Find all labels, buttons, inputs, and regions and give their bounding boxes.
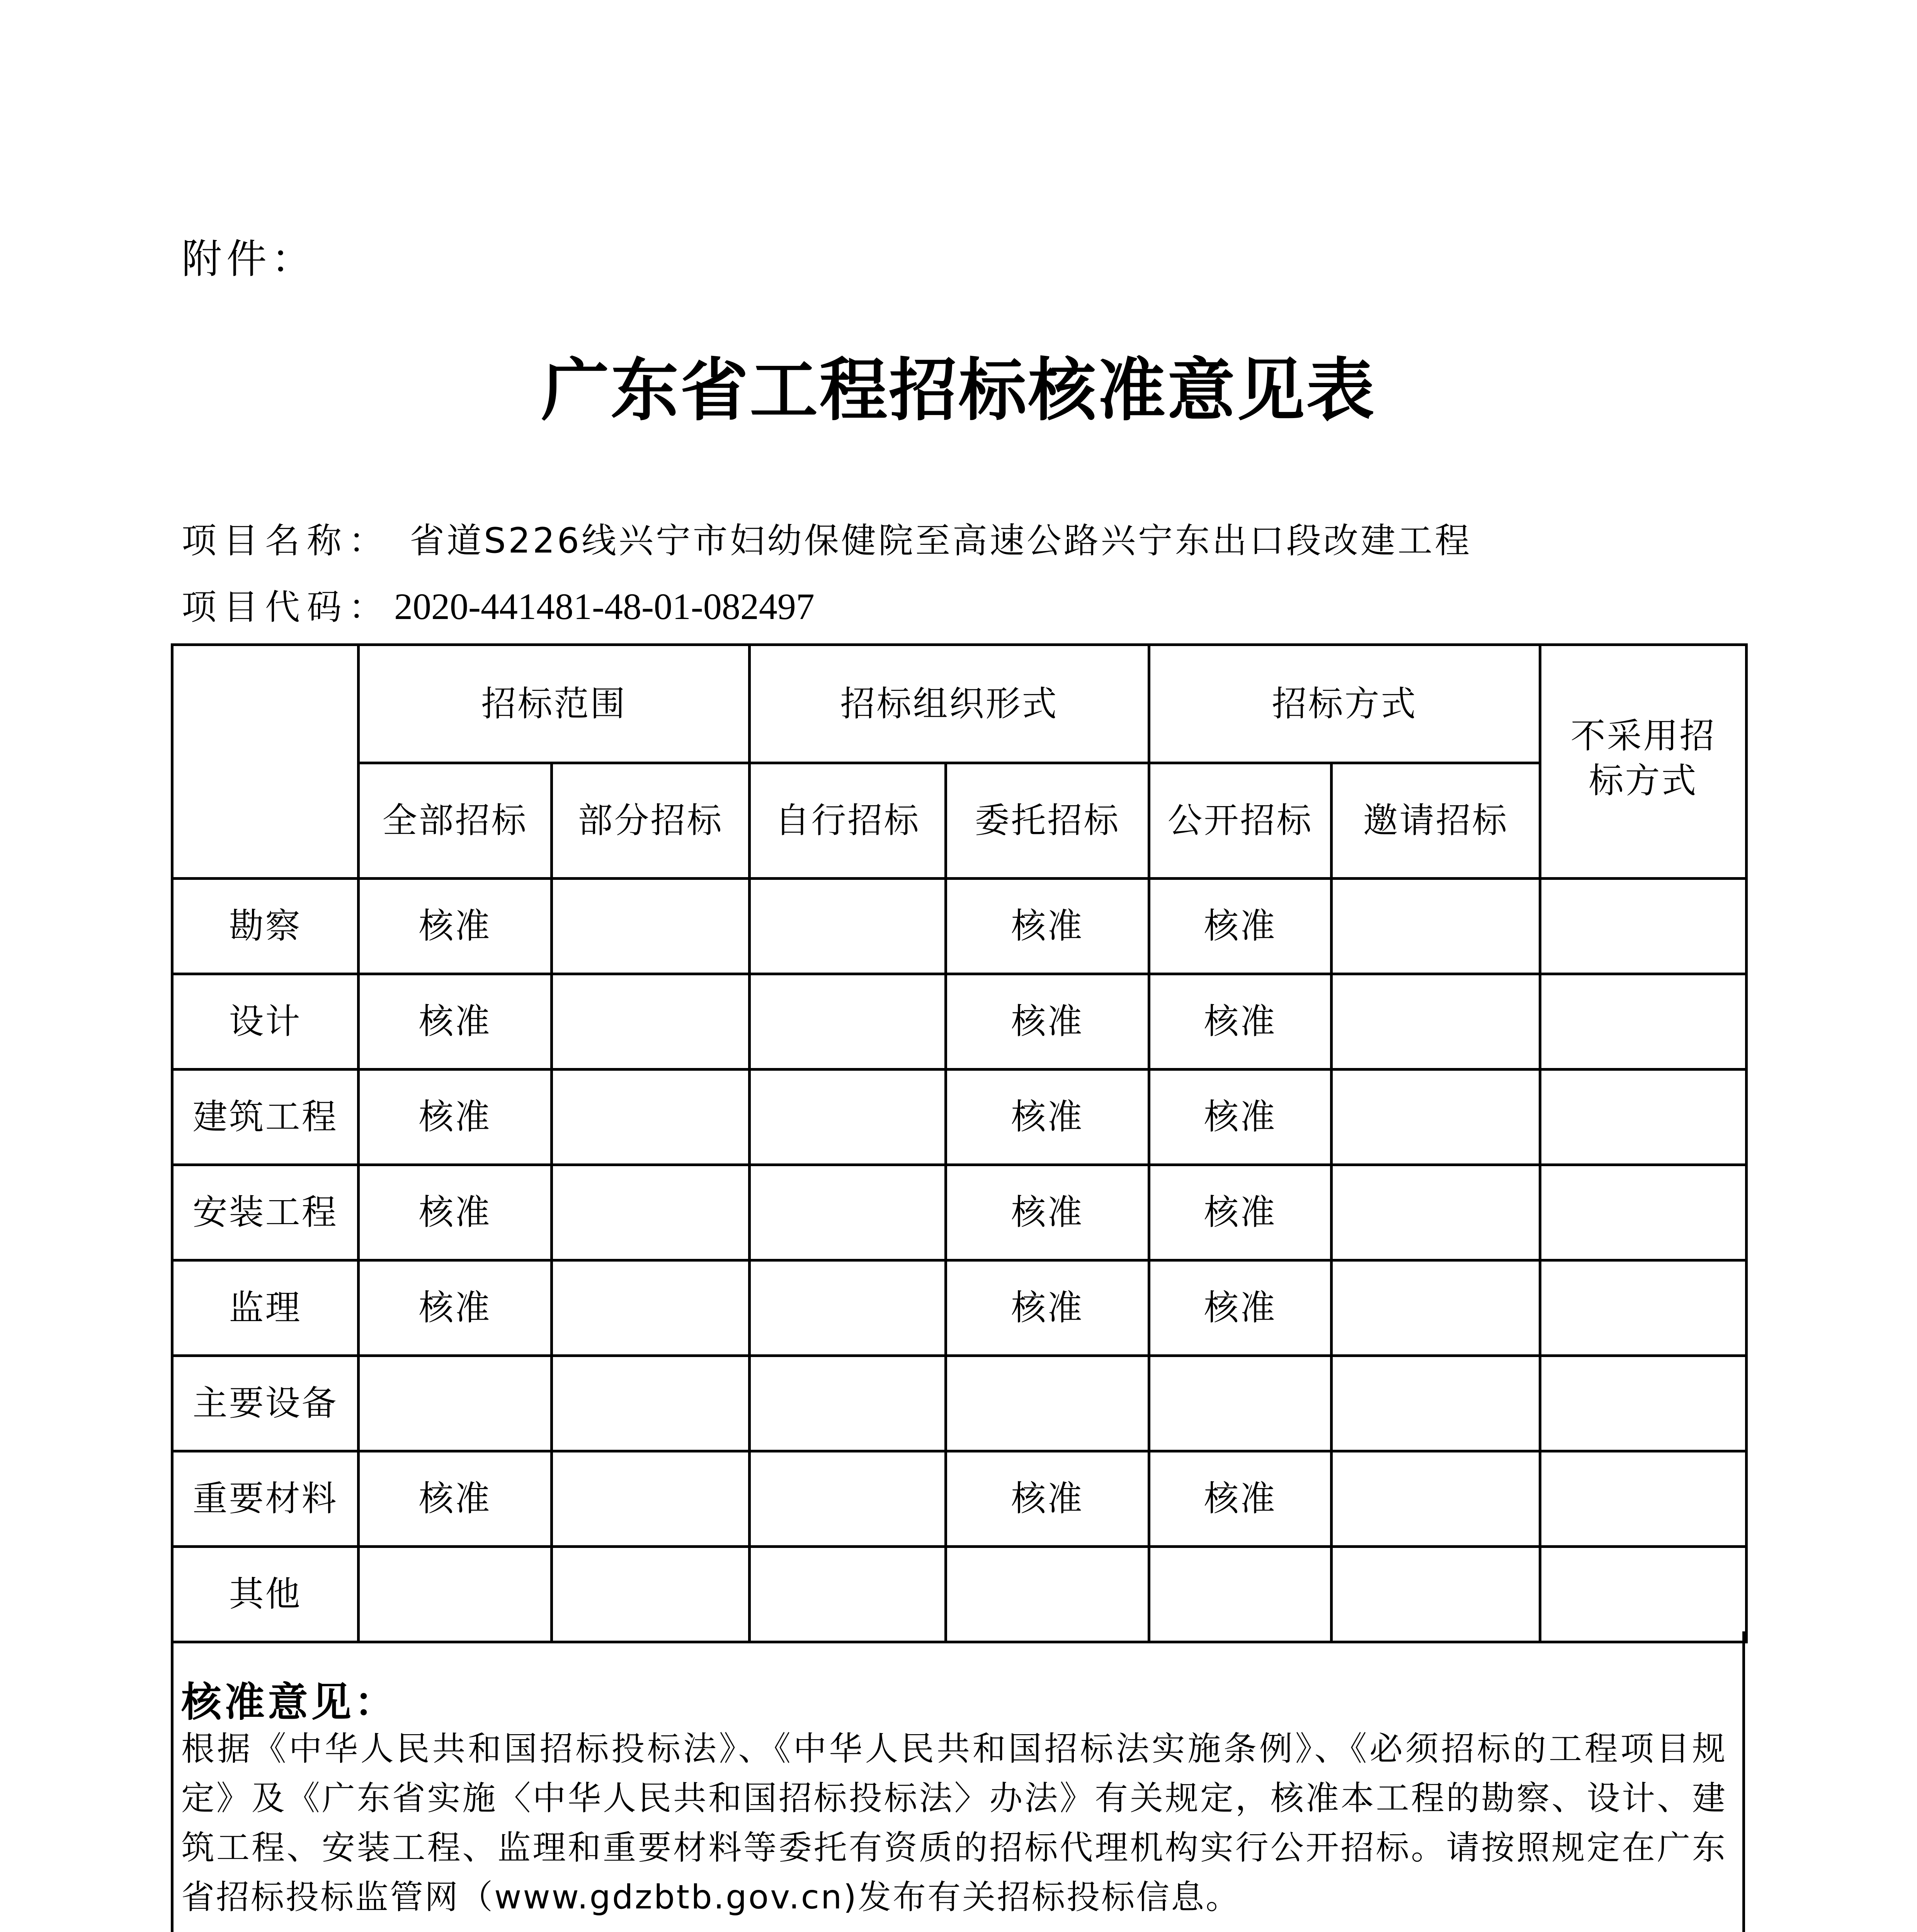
table-cell: [1332, 1165, 1540, 1260]
table-row: [172, 1070, 1747, 1165]
page-title: 广东省工程招标核准意见表: [541, 350, 1376, 430]
table-cell: 核准: [1149, 974, 1332, 1070]
table-cell: [750, 974, 946, 1070]
table-cell: [1332, 1260, 1540, 1356]
table-row: [172, 974, 1747, 1070]
table-cell: [1332, 1356, 1540, 1451]
table-cell: [750, 879, 946, 974]
table-cell: [1332, 1451, 1540, 1547]
project-code-line: [182, 583, 815, 631]
subheader-invited: 邀请招标: [1332, 763, 1540, 879]
table-cell: [1332, 1547, 1540, 1642]
table-cell: 核准: [1149, 1165, 1332, 1260]
table-cell: 核准: [946, 879, 1149, 974]
project-name-line: [182, 518, 1472, 564]
row-label: 安装工程: [172, 1165, 359, 1260]
row-label: 重要材料: [172, 1451, 359, 1547]
opinion-title: 核准意见：: [181, 1679, 398, 1726]
table-cell: 核准: [1149, 1070, 1332, 1165]
row-label: 其他: [172, 1547, 359, 1642]
table-row: [172, 1356, 1747, 1451]
table-cell: 核准: [946, 1070, 1149, 1165]
table-cell: [1540, 1260, 1747, 1356]
table-header-row-1: [172, 645, 1747, 763]
table-cell: [750, 1260, 946, 1356]
table-cell: [750, 1547, 946, 1642]
table-cell: [552, 1165, 750, 1260]
table-cell: [1332, 974, 1540, 1070]
table-cell: [359, 1356, 552, 1451]
table-cell: [552, 1356, 750, 1451]
table-cell: [552, 1451, 750, 1547]
table-row: [172, 1547, 1747, 1642]
table-row: [172, 1451, 1747, 1547]
row-label: 设计: [172, 974, 359, 1070]
table-cell: [552, 1070, 750, 1165]
row-label: 监理: [172, 1260, 359, 1356]
opinion-body: 根据《中华人民共和国招标投标法》、《中华人民共和国招标法实施条例》、《必须招标的工程项目规定》及《广东省实施〈中华人民共和国招标投标法〉办法》有关规定，核准本工程的勘察、设计、建筑工程、安装工程、监理和重要材料等委托有资质的招标代理机构实行公开招标。请按照规定在广东省招标投标监管网（www.gdzbtb.gov.cn)发布有关招标投标信息。: [181, 1730, 1727, 1917]
table-cell: [552, 974, 750, 1070]
table-cell: 核准: [946, 974, 1149, 1070]
table-cell: 核准: [1149, 1451, 1332, 1547]
table-header-row-2: [172, 763, 1747, 879]
table-cell: 核准: [359, 1260, 552, 1356]
table-cell: [1540, 1356, 1747, 1451]
row-label: 建筑工程: [172, 1070, 359, 1165]
row-label: 勘察: [172, 879, 359, 974]
table-cell: [1149, 1356, 1332, 1451]
group-header-no-tender: 不采用招标方式: [1540, 645, 1747, 879]
table-cell: [1540, 879, 1747, 974]
table-cell: 核准: [359, 1451, 552, 1547]
approval-table: [171, 643, 1748, 1643]
table-cell: [750, 1165, 946, 1260]
table-cell: 核准: [946, 1451, 1149, 1547]
table-cell: [1540, 1165, 1747, 1260]
table-cell: 核准: [946, 1165, 1149, 1260]
table-row: [172, 1260, 1747, 1356]
table-cell: [552, 1260, 750, 1356]
subheader-entrusted: 委托招标: [946, 763, 1149, 879]
subheader-self: 自行招标: [750, 763, 946, 879]
table-cell: 核准: [946, 1260, 1149, 1356]
table-cell: [946, 1547, 1149, 1642]
table-cell: [750, 1356, 946, 1451]
table-cell: [1149, 1547, 1332, 1642]
row-label: 主要设备: [172, 1356, 359, 1451]
attachment-label: 附件：: [182, 235, 316, 282]
table-cell: 核准: [359, 879, 552, 974]
group-header-organization: 招标组织形式: [750, 645, 1149, 763]
project-name-label: 项目名称：: [182, 520, 390, 561]
table-cell: [1540, 1451, 1747, 1547]
project-code-value: 2020-441481-48-01-082497: [394, 586, 815, 627]
table-cell: [1540, 1547, 1747, 1642]
subheader-open: 公开招标: [1149, 763, 1332, 879]
project-name-value: 省道S226线兴宁市妇幼保健院至高速公路兴宁东出口段改建工程: [410, 520, 1472, 561]
table-cell: [552, 879, 750, 974]
table-cell: [552, 1547, 750, 1642]
project-code-label: 项目代码：: [182, 587, 390, 628]
table-cell: [1540, 974, 1747, 1070]
table-cell: [946, 1356, 1149, 1451]
subheader-partial: 部分招标: [552, 763, 750, 879]
table-cell: [1540, 1070, 1747, 1165]
opinion-section: [171, 1631, 1745, 1932]
table-cell: 核准: [359, 1070, 552, 1165]
group-header-scope: 招标范围: [359, 645, 750, 763]
table-row: [172, 879, 1747, 974]
table-cell: [750, 1070, 946, 1165]
table-row: [172, 1165, 1747, 1260]
table-cell: [1332, 879, 1540, 974]
table-cell: 核准: [1149, 1260, 1332, 1356]
table-cell: 核准: [1149, 879, 1332, 974]
table-cell: 核准: [359, 974, 552, 1070]
table-cell: [359, 1547, 552, 1642]
group-header-method: 招标方式: [1149, 645, 1540, 763]
subheader-full: 全部招标: [359, 763, 552, 879]
corner-cell: [172, 645, 359, 879]
table-cell: [750, 1451, 946, 1547]
table-cell: 核准: [359, 1165, 552, 1260]
table-cell: [1332, 1070, 1540, 1165]
